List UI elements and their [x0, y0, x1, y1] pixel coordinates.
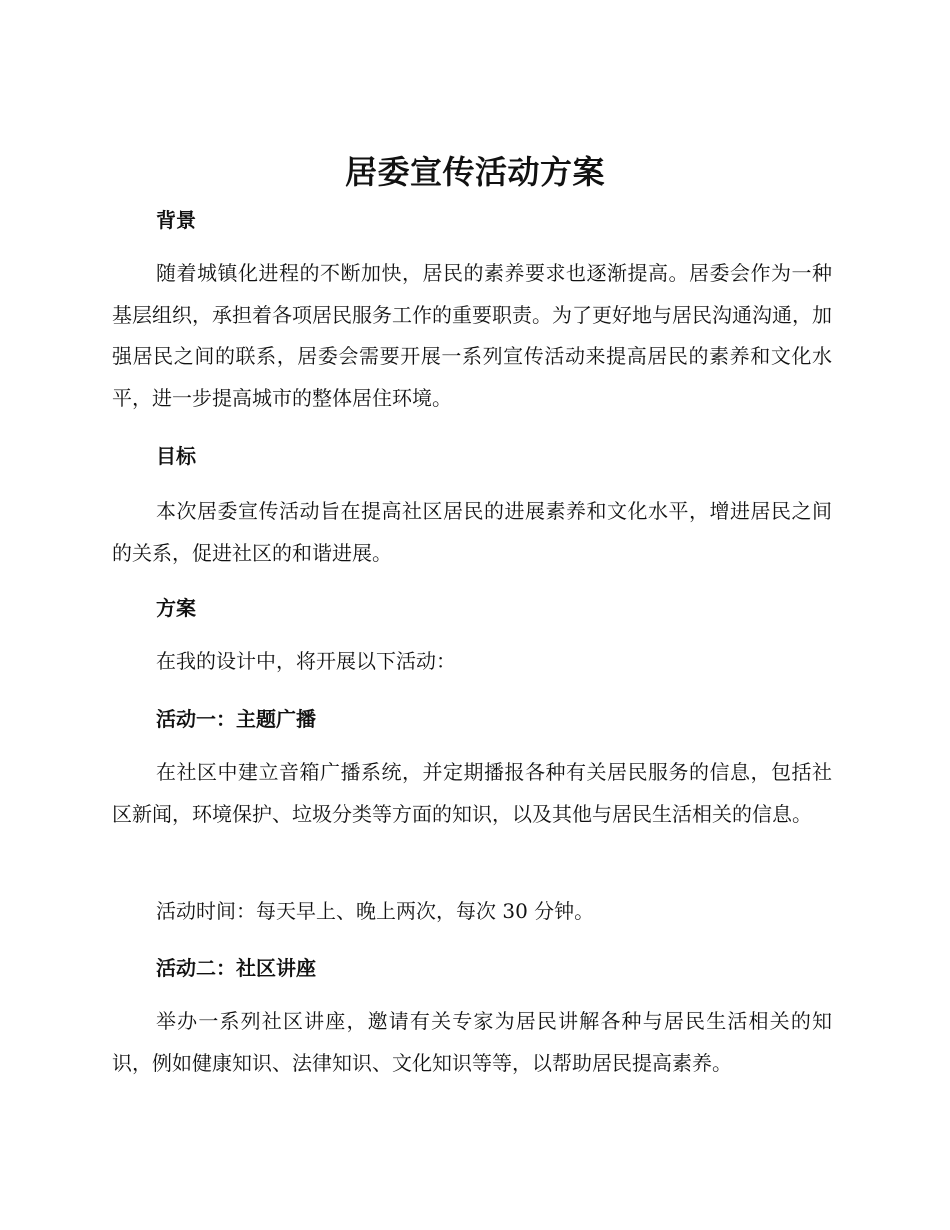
background-paragraph: 随着城镇化进程的不断加快，居民的素养要求也逐渐提高。居委会作为一种基层组织，承担着各项居民服务工作的重要职责。为了更好地与居民沟通沟通，加强居民之间的联系，居委会需要开展一系列宣传活动来提高居民的素养和文化水平，进一步提高城市的整体居住环境。 — [112, 261, 832, 410]
activity1-time: 活动时间：每天早上、晚上两次，每次 30 分钟。 — [156, 899, 595, 923]
section-heading-background: 背景 — [156, 208, 196, 232]
goal-paragraph: 本次居委宣传活动旨在提高社区居民的进展素养和文化水平，增进居民之间的关系，促进社区的和谐进展。 — [112, 499, 832, 565]
activity1-heading: 活动一：主题广播 — [156, 707, 316, 731]
activity2-paragraph: 举办一系列社区讲座，邀请有关专家为居民讲解各种与居民生活相关的知识，例如健康知识、法律知识、文化知识等等，以帮助居民提高素养。 — [112, 1009, 832, 1075]
section-heading-plan: 方案 — [156, 596, 196, 620]
section-heading-goal: 目标 — [156, 444, 196, 468]
activity1-paragraph: 在社区中建立音箱广播系统，并定期播报各种有关居民服务的信息，包括社区新闻，环境保护、垃圾分类等方面的知识，以及其他与居民生活相关的信息。 — [112, 760, 832, 826]
document-title: 居委宣传活动方案 — [344, 153, 605, 191]
plan-intro: 在我的设计中，将开展以下活动： — [156, 649, 456, 673]
activity2-heading: 活动二：社区讲座 — [156, 956, 316, 980]
